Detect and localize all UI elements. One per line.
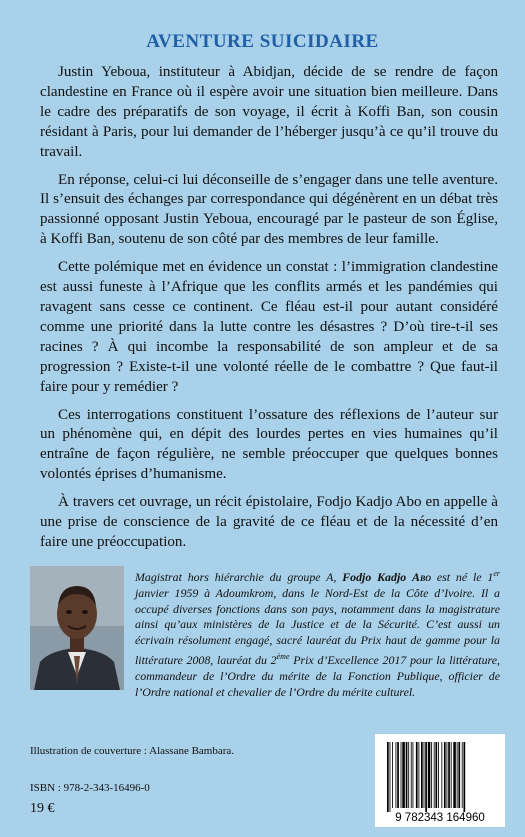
barcode-bar bbox=[444, 742, 446, 808]
barcode-bar bbox=[425, 742, 427, 812]
barcode-bar bbox=[418, 742, 419, 808]
barcode-bar bbox=[401, 742, 402, 808]
barcode-bar bbox=[438, 742, 439, 808]
barcode-bar bbox=[434, 742, 435, 808]
barcode-bar bbox=[441, 742, 442, 808]
back-cover-summary bbox=[40, 63, 498, 561]
barcode-bar bbox=[421, 742, 423, 808]
barcode-bar bbox=[448, 742, 450, 808]
barcode-bar bbox=[416, 742, 418, 808]
summary-paragraph: En réponse, celui-ci lui déconseille de s’engager dans une telle aventure. Il s’ensuit des échanges par correspondance qui dégénèrent en un débat très passionné opposant Justin Yeboua, encouragé par le pasteur de son Église, à Koffi Ban, soutenu de son côté par des membres de leur famille. bbox=[40, 171, 498, 248]
barcode-bar bbox=[390, 742, 391, 812]
barcode-icon bbox=[375, 734, 505, 827]
author-photo bbox=[30, 566, 124, 690]
barcode-bar bbox=[402, 742, 405, 808]
author-surname: Abo bbox=[412, 569, 432, 584]
summary-paragraph: Cette polémique met en évidence un constat : l’immigration clandestine est aussi funeste à l’Afrique que les conflits armés et les pandémies qui ravagent sans cesse ce continent. Ce fléau est-il pour autant considéré comme une priorité dans la lutte contre les désastres ? D’où tire-t-il ses racines ? À qui incombe la responsabilité de son ampleur et de sa progression ? Existe-t-il une volonté réelle de le combattre ? Que faut-il faire pour y remédier ? bbox=[40, 259, 498, 395]
barcode-bar bbox=[406, 742, 408, 808]
barcode-bar bbox=[392, 742, 393, 808]
barcode-bar bbox=[396, 742, 397, 808]
price: 19 € bbox=[30, 801, 55, 816]
author-portrait-icon bbox=[30, 566, 124, 690]
barcode-bar bbox=[435, 742, 437, 808]
barcode-bar bbox=[431, 742, 432, 808]
summary-paragraph: Ces interrogations constituent l’ossature des réflexions de l’auteur sur un phénomène qui, en dépit des lourdes pertes en vies humaines qu’il entraîne de façon régulière, ne semble préoccuper que quelques bonnes volontés éprises d’humanisme. bbox=[40, 406, 498, 483]
bio-text: Magistrat hors hiérarchie du groupe A, Fodjo Kadjo Abo est né le 1er janvier 1959 à Adoumkrom, dans le Nord-Est de la Côte d’Ivoire. Il a occupé diverses fonctions dans son pays, notamment dans la magistrature ainsi qu’aux ministères de la Justice et de la Sécurité. C’est aussi un écrivain résolument engagé, sacré lauréat du Prix haut de gamme pour la littérature 2008, lauréat du 2ème Prix d’Excellence 2017 pour la littérature, commandeur de l’Ordre du mérite de la Fonction Publique, officier de l’Ordre national et chevalier de l’Ordre du mérite culturel. bbox=[135, 569, 500, 699]
illustration-credit: Illustration de couverture : Alassane Bambara. bbox=[30, 745, 235, 757]
author-biography bbox=[135, 566, 500, 700]
barcode-bar bbox=[411, 742, 412, 808]
barcode-bar bbox=[408, 742, 409, 808]
barcode-bar bbox=[387, 742, 389, 812]
book-title: AVENTURE SUICIDAIRE bbox=[146, 31, 379, 52]
barcode-bar bbox=[453, 742, 456, 808]
barcode-bar bbox=[458, 742, 460, 808]
author-block bbox=[30, 566, 510, 716]
barcode-bar bbox=[462, 742, 463, 808]
barcode-bar bbox=[397, 742, 399, 808]
barcode-bar bbox=[424, 742, 425, 808]
barcode-bar bbox=[457, 742, 458, 808]
barcode bbox=[375, 734, 505, 827]
barcode-digits: 9 782343 164960 bbox=[395, 812, 485, 824]
author-name: Fodjo Kadjo bbox=[342, 569, 413, 584]
barcode-bar bbox=[413, 742, 414, 808]
barcode-bar bbox=[464, 742, 466, 812]
barcode-bar bbox=[428, 742, 431, 808]
isbn: ISBN : 978-2-343-16496-0 bbox=[30, 782, 150, 794]
summary-paragraph: Justin Yeboua, instituteur à Abidjan, décide de se rendre de façon clandestine en France où il espère avoir une situation bien meilleure. Dans le cadre des préparatifs de son voyage, il écrit à Koffi Ban, son cousin résidant à Paris, pour lui demander de l’héberger jusqu’à ce qu’il trouve du travail. bbox=[40, 64, 498, 160]
summary-paragraph: À travers cet ouvrage, un récit épistolaire, Fodjo Kadjo Abo en appelle à une prise de conscience de la gravité de ce fléau et de la nécessité d’en faire une préoccupation. bbox=[40, 494, 498, 550]
barcode-bar bbox=[451, 742, 452, 808]
barcode-bar bbox=[447, 742, 448, 808]
